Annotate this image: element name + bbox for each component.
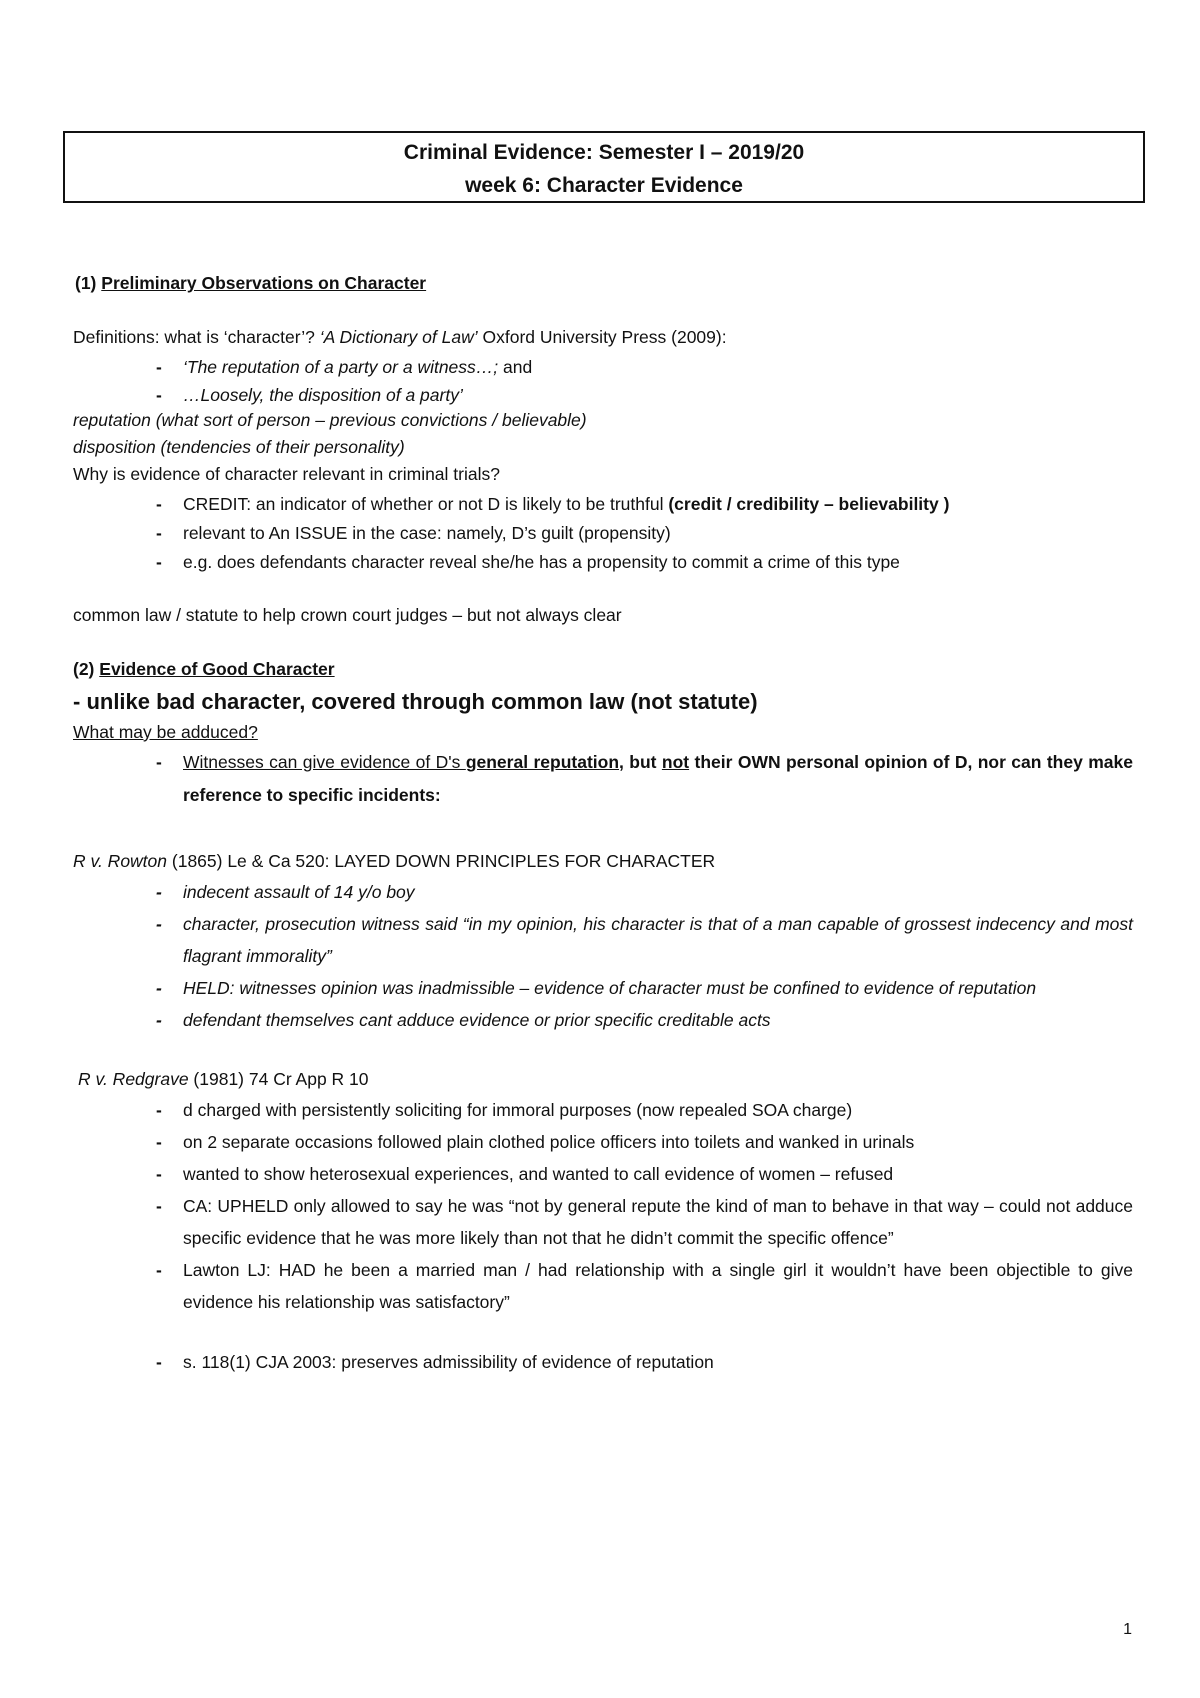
definition-list <box>73 351 1133 407</box>
disposition-note: disposition (tendencies of their personality) <box>73 437 405 457</box>
list-item: - d charged with persistently soliciting for immoral purposes (now repealed SOA charge) <box>183 1094 1133 1126</box>
case-citation: (1865) Le & Ca 520: LAYED DOWN PRINCIPLES FOR CHARACTER <box>167 851 716 871</box>
list-item: - HELD: witnesses opinion was inadmissible – evidence of character must be confined to evidence of reputation <box>183 972 1133 1004</box>
definition-prefix: Definitions: what is ‘character’? <box>73 327 320 347</box>
case-redgrave <box>78 1064 1133 1094</box>
document-body <box>73 270 1133 1378</box>
list-item: - on 2 separate occasions followed plain clothed police officers into toilets and wanked in urinals <box>183 1126 1133 1158</box>
list-item: - CA: UPHELD only allowed to say he was “not by general repute the kind of man to behave in that way – could not adduce specific evidence that he was more likely than not that he didn’t commit the specific offence” <box>183 1190 1133 1254</box>
list-item: - …Loosely, the disposition of a party’ <box>183 383 1133 407</box>
list-item: - Witnesses can give evidence of D's general reputation, but not their OWN personal opinion of D, nor can they make reference to specific incidents: <box>183 746 1133 812</box>
list-item: - ‘The reputation of a party or a witness…; and <box>183 351 1133 383</box>
list-item: - indecent assault of 14 y/o boy <box>183 876 1133 908</box>
list-item: - e.g. does defendants character reveal she/he has a propensity to commit a crime of this type <box>183 546 1133 578</box>
adduced-heading: What may be adduced? <box>73 722 258 742</box>
rowton-list <box>73 876 1133 1036</box>
section-2-number: (2) <box>73 659 95 679</box>
statute-list <box>73 1346 1133 1378</box>
list-item: - s. 118(1) CJA 2003: preserves admissibility of evidence of reputation <box>183 1346 1133 1378</box>
reputation-note: reputation (what sort of person – previous convictions / believable) <box>73 410 587 430</box>
section-1-heading <box>75 270 1133 297</box>
document-title: Criminal Evidence: Semester I – 2019/20 <box>403 141 805 164</box>
definition-book: ‘A Dictionary of Law’ <box>319 327 478 347</box>
definition-line <box>73 324 1133 351</box>
list-item: - character, prosecution witness said “in my opinion, his character is that of a man capable of grossest indecency and most flagrant immorality” <box>183 908 1133 972</box>
list-item: - defendant themselves cant adduce evidence or prior specific creditable acts <box>183 1004 1133 1036</box>
section-1-title: Preliminary Observations on Character <box>101 273 427 293</box>
case-name: R v. Rowton <box>73 851 168 871</box>
common-law-note: common law / statute to help crown court judges – but not always clear <box>73 605 622 625</box>
title-box <box>63 131 1145 203</box>
case-rowton <box>73 846 1133 876</box>
case-citation: (1981) 74 Cr App R 10 <box>188 1069 369 1089</box>
list-item: - Lawton LJ: HAD he been a married man / had relationship with a single girl it wouldn’t have been objectible to give evidence his relationship was satisfactory” <box>183 1254 1133 1318</box>
page-number: 1 <box>1123 1621 1132 1638</box>
document-subtitle: week 6: Character Evidence <box>465 174 743 197</box>
redgrave-list <box>73 1094 1133 1318</box>
why-question: Why is evidence of character relevant in criminal trials? <box>73 464 500 484</box>
section-2-subtitle: - unlike bad character, covered through common law (not statute) <box>73 689 758 714</box>
definition-suffix: Oxford University Press (2009): <box>477 327 727 347</box>
section-2-title: Evidence of Good Character <box>99 659 335 679</box>
section-1-number: (1) <box>75 273 97 293</box>
list-item: - CREDIT: an indicator of whether or not D is likely to be truthful (credit / credibility – believability ) <box>183 488 1133 520</box>
list-item: - wanted to show heterosexual experiences, and wanted to call evidence of women – refused <box>183 1158 1133 1190</box>
list-item: - relevant to An ISSUE in the case: namely, D’s guilt (propensity) <box>183 520 1133 546</box>
case-name: R v. Redgrave <box>78 1069 189 1089</box>
why-list <box>73 488 1133 578</box>
adduced-list <box>73 746 1133 812</box>
section-2-heading <box>73 656 1133 683</box>
